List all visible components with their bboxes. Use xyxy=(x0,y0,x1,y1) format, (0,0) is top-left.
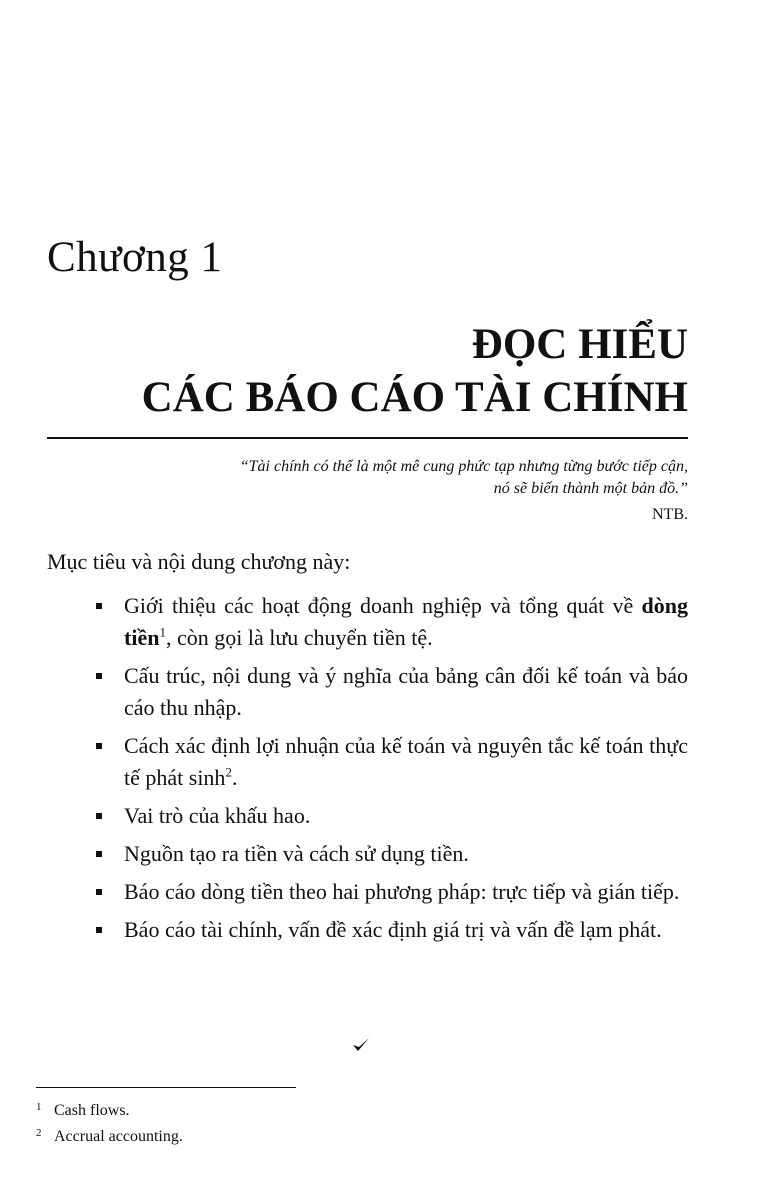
epigraph-line-2: nó sẽ biến thành một bản đồ.” xyxy=(493,480,688,497)
objective-text: Cấu trúc, nội dung và ý nghĩa của bảng cân đối kế toán và báo cáo thu nhập. xyxy=(124,663,688,720)
square-bullet-icon xyxy=(96,851,102,857)
objective-text: Báo cáo tài chính, vấn đề xác định giá trị và vấn đề lạm phát. xyxy=(124,917,662,942)
footnote-number: 2 xyxy=(36,1127,42,1139)
square-bullet-icon xyxy=(96,743,102,749)
footnote-text: Accrual accounting. xyxy=(54,1128,183,1145)
chapter-title-line-1: ĐỌC HIỂU xyxy=(471,321,688,368)
objective-text-end: , còn gọi là lưu chuyển tiền tệ. xyxy=(165,625,433,650)
epigraph-line-1: “Tài chính có thể là một mê cung phức tạp nhưng từng bước tiếp cận, xyxy=(239,458,688,475)
objective-text: Nguồn tạo ra tiền và cách sử dụng tiền. xyxy=(124,841,469,866)
footnote-number: 1 xyxy=(36,1101,42,1113)
footnote xyxy=(36,1098,183,1124)
list-item xyxy=(47,660,688,724)
square-bullet-icon xyxy=(96,813,102,819)
objectives-intro: Mục tiêu và nội dung chương này: xyxy=(47,549,351,574)
epigraph-attribution: NTB. xyxy=(652,506,688,523)
list-item xyxy=(47,590,688,654)
square-bullet-icon xyxy=(96,673,102,679)
objective-text: Cách xác định lợi nhuận của kế toán và nguyên tắc kế toán thực tế phát sinh xyxy=(124,733,688,790)
objective-text-end: . xyxy=(231,765,238,790)
footnote-ref: 2 xyxy=(225,764,232,780)
list-item xyxy=(47,730,688,794)
chapter-title xyxy=(142,318,688,424)
list-item xyxy=(47,914,688,946)
footnote-divider xyxy=(36,1087,296,1088)
square-bullet-icon xyxy=(96,927,102,933)
footnote xyxy=(36,1124,183,1150)
objective-bold-term: dòng tiền xyxy=(124,593,688,650)
list-item xyxy=(47,838,688,870)
title-divider xyxy=(47,437,688,439)
list-item xyxy=(47,800,688,832)
footnote-ref: 1 xyxy=(159,624,166,640)
chapter-title-line-2: CÁC BÁO CÁO TÀI CHÍNH xyxy=(141,374,688,421)
list-item xyxy=(47,876,688,908)
square-bullet-icon xyxy=(96,603,102,609)
footnotes xyxy=(36,1098,183,1150)
epigraph xyxy=(240,456,688,526)
chapter-label: Chương 1 xyxy=(47,234,223,281)
footnote-text: Cash flows. xyxy=(54,1102,130,1119)
checkmark-icon xyxy=(351,1036,371,1054)
objective-text: Báo cáo dòng tiền theo hai phương pháp: trực tiếp và gián tiếp. xyxy=(124,879,680,904)
objective-text: Giới thiệu các hoạt động doanh nghiệp và tổng quát về xyxy=(124,593,642,618)
objective-text: Vai trò của khấu hao. xyxy=(124,803,311,828)
objectives-list xyxy=(47,590,688,952)
square-bullet-icon xyxy=(96,889,102,895)
